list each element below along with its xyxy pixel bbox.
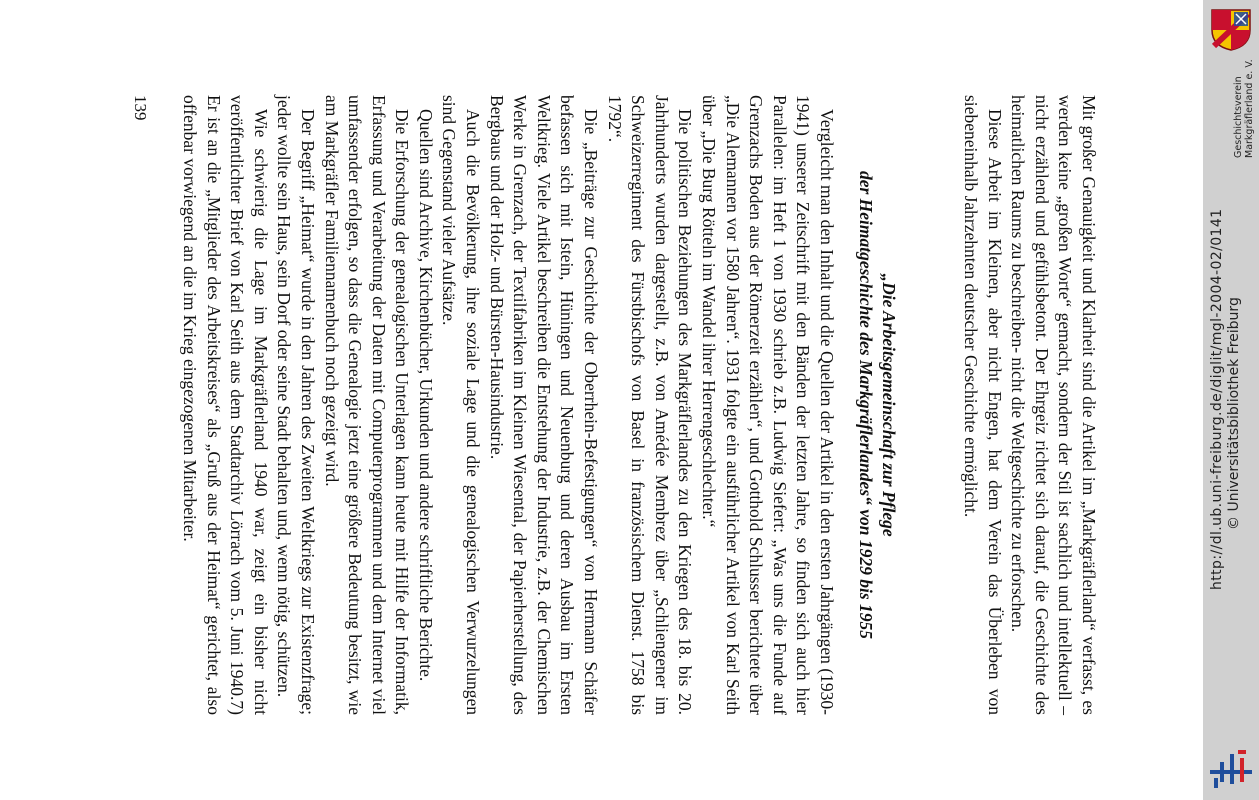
section-heading	[854, 95, 900, 715]
ub-freiburg-logo-icon	[1208, 748, 1254, 792]
organization-name	[1233, 59, 1255, 158]
organization-line-2: Markgräflerland e. V.	[1244, 59, 1255, 158]
organization-line-1: Geschichtsverein	[1233, 76, 1244, 158]
paragraph: Mit großer Genauigkeit und Klarheit sind die Artikel im „Markgräflerland“ verfasst, es werden keine „großen Worte“ gemacht, sondern der Stil ist sachlich und intellektuell – nicht erzählend und gefühlsbetont. Der Ehrgeiz richtet sich darauf, die Geschichte des heimatlichen Raums zu beschreiben- nicht die Weltgeschichte zu erforschen.	[1008, 95, 1099, 715]
paragraph: Wie schwierig die Lage im Markgräflerland 1940 war, zeigt ein bisher nicht veröffentlichter Brief von Karl Seith aus dem Stadtarchiv Lörrach vom 5. Juni 1940.7) Er ist an die „Mitglieder des Arbeitskreises“ als „Gruß aus der Heimat“ gerichtet, also offenbar vorwiegend an die im Krieg eingezogenen Mitarbeiter.	[179, 95, 271, 715]
heading-line-1: „Die Arbeitsgemeinschaft zur Pflege	[879, 273, 899, 537]
paragraph: Die „Beiträge zur Geschichte der Oberrhein-Befestigungen“ von Hermann Schäfer befassen sich mit Istein, Hüningen und Neuenburg und deren Ausbau im Ersten Weltkrieg. Viele Artikel beschreiben die Entstehung der Industrie, z.B. der Chemischen Werke in Grenzach, der Textilfabriken im Kleinen Wiesental, der Papierherstellung, des Bergbaus und der Holz- und Bürsten-Hausindustrie.	[486, 95, 602, 715]
paragraph: Diese Arbeit im Kleinen, aber nicht Engen, hat dem Verein das Überleben von siebeneinhalb Jahrzehnten deutscher Geschichte ermöglicht.	[961, 95, 1005, 715]
paragraph: Vergleicht man den Inhalt und die Quellen der Artikel in den ersten Jahrgängen (1930-1941) unserer Zeitschrift mit den Bänden der letzten Jahre, so finden sich auch hier Parallelen: im Heft 1 von 1930 schrieb z.B. Ludwig Siefert: „Was uns die Funde auf Grenzachs Boden aus der Römerzeit erzählen“, und Gotthold Schlusser berichtete über „Die Alemannen vor 1580 Jahren“. 1931 folgte ein ausführlicher Artikel von Karl Seith über „Die Burg Rötteln im Wandel ihrer Herrengeschlechter.“	[699, 95, 837, 715]
page-number-row	[128, 95, 152, 715]
page-number: 139	[131, 95, 150, 121]
markgraeflerland-crest-icon	[1208, 6, 1254, 52]
copyright-notice: © Universitätsbibliothek Freiburg	[1226, 297, 1242, 530]
paragraph: Der Begriff „Heimat“ wurde in den Jahren des Zweiten Weltkriegs zur Existenzfrage; jeder wollte sein Haus, sein Dorf oder seine Stadt behalten und, wenn nötig, schützen.	[274, 95, 318, 715]
section-body	[177, 95, 838, 715]
paragraph: Die politischen Beziehungen des Markgräflerlandes zu den Kriegen des 18. bis 20. Jahrhunderts wurden dargestellt, z.B. von Amédée Membrez über „Schliengener im Schweizerregiment des Fürstbischofs von Basel in französischem Dienst. 1758 bis 1792“.	[604, 95, 696, 715]
section-intro	[958, 95, 1100, 715]
document-url[interactable]: http://dl.ub.uni-freiburg.de/diglit/mgl-2004-02/0141	[1209, 208, 1225, 590]
paragraph: Die Erforschung der genealogischen Unterlagen kann heute mit Hilfe der Informatik, Erfassung und Verarbeitung der Daten mit Computerprogrammen und dem Internet viel umfassender erfolgen, so dass die Genealogie jetzt eine größere Bedeutung besitzt, wie am Markgräfler Familiennamenbuch noch gezeigt wird.	[321, 95, 413, 715]
rotated-page-content	[120, 95, 1100, 715]
heading-line-2: der Heimatgeschichte des Markgräflerlandes“ von 1929 bis 1955	[856, 170, 876, 640]
paragraph: Quellen sind Archive, Kirchenbücher, Urkunden und andere schriftliche Berichte.	[415, 109, 436, 682]
paragraph: Auch die Bevölkerung, ihre soziale Lage und die genealogischen Verwurzelungen sind Gegenstand vieler Aufsätze.	[439, 95, 484, 715]
